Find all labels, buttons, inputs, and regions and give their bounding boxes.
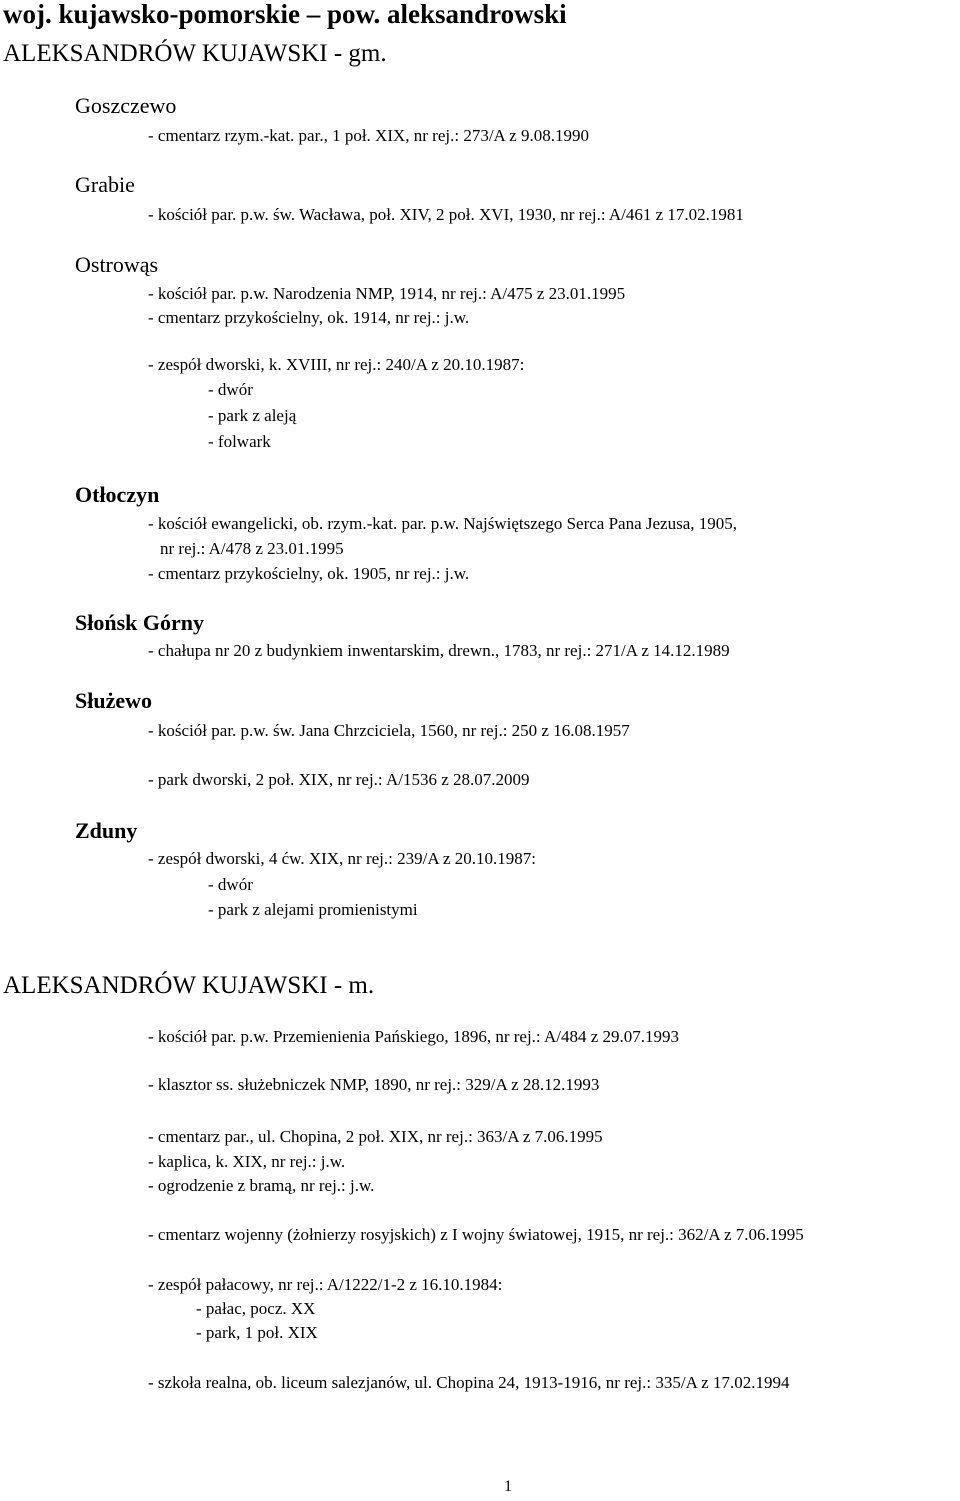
monument-sub-entry: - park z alejami promienistymi bbox=[208, 900, 418, 919]
monument-entry: - chałupa nr 20 z budynkiem inwentarskim, drewn., 1783, nr rej.: 271/A z 14.12.1989 bbox=[148, 641, 730, 660]
monument-entry: - cmentarz przykościelny, ok. 1914, nr rej.: j.w. bbox=[148, 308, 470, 327]
monument-entry: - kościół par. p.w. św. Wacława, poł. XIV, 2 poł. XVI, 1930, nr rej.: A/461 z 17.02.1981 bbox=[148, 205, 744, 224]
monument-entry: - ogrodzenie z bramą, nr rej.: j.w. bbox=[148, 1176, 375, 1195]
page-number: 1 bbox=[504, 1478, 512, 1495]
monument-entry: - cmentarz rzym.-kat. par., 1 poł. XIX, nr rej.: 273/A z 9.08.1990 bbox=[148, 126, 589, 145]
monument-entry: - kościół ewangelicki, ob. rzym.-kat. par. p.w. Najświętszego Serca Pana Jezusa, 1905, bbox=[148, 514, 737, 533]
locality-otloczyn: Otłoczyn bbox=[75, 482, 160, 507]
monument-entry: - kościół par. p.w. św. Jana Chrzciciela, 1560, nr rej.: 250 z 16.08.1957 bbox=[148, 721, 630, 740]
locality-grabie: Grabie bbox=[75, 172, 135, 197]
monument-sub-entry: - dwór bbox=[208, 875, 253, 894]
monument-sub-entry: - pałac, pocz. XX bbox=[196, 1299, 316, 1318]
locality-slonsk-gorny: Słońsk Górny bbox=[75, 610, 204, 635]
monument-entry: - cmentarz przykościelny, ok. 1905, nr rej.: j.w. bbox=[148, 564, 470, 583]
monument-sub-entry: - folwark bbox=[208, 432, 271, 451]
monument-entry: - zespół dworski, 4 ćw. XIX, nr rej.: 239/A z 20.10.1987: bbox=[148, 849, 536, 868]
region-title: woj. kujawsko-pomorskie – pow. aleksandrowski bbox=[3, 0, 567, 29]
monument-sub-entry: - dwór bbox=[208, 380, 253, 399]
monument-entry: - cmentarz wojenny (żołnierzy rosyjskich) z I wojny światowej, 1915, nr rej.: 362/A z 7.06.1995 bbox=[148, 1225, 804, 1244]
monument-entry: - zespół dworski, k. XVIII, nr rej.: 240/A z 20.10.1987: bbox=[148, 355, 525, 374]
town-title: ALEKSANDRÓW KUJAWSKI - m. bbox=[3, 972, 375, 999]
locality-zduny: Zduny bbox=[75, 818, 138, 843]
monument-entry-continued: nr rej.: A/478 z 23.01.1995 bbox=[160, 539, 344, 558]
locality-goszczewo: Goszczewo bbox=[75, 93, 177, 118]
monument-entry: - szkoła realna, ob. liceum salezjanów, ul. Chopina 24, 1913-1916, nr rej.: 335/A z 17.02.1994 bbox=[148, 1373, 790, 1392]
monument-entry: - kościół par. p.w. Narodzenia NMP, 1914, nr rej.: A/475 z 23.01.1995 bbox=[148, 284, 626, 303]
monument-entry: - cmentarz par., ul. Chopina, 2 poł. XIX, nr rej.: 363/A z 7.06.1995 bbox=[148, 1127, 603, 1146]
locality-ostrowas: Ostrowąs bbox=[75, 252, 159, 277]
monument-entry: - klasztor ss. służebniczek NMP, 1890, nr rej.: 329/A z 28.12.1993 bbox=[148, 1075, 600, 1094]
monument-entry: - kościół par. p.w. Przemienienia Pańskiego, 1896, nr rej.: A/484 z 29.07.1993 bbox=[148, 1027, 680, 1046]
gmina-title: ALEKSANDRÓW KUJAWSKI - gm. bbox=[3, 40, 387, 67]
monument-entry: - zespół pałacowy, nr rej.: A/1222/1-2 z 16.10.1984: bbox=[148, 1275, 503, 1294]
monument-entry: - park dworski, 2 poł. XIX, nr rej.: A/1536 z 28.07.2009 bbox=[148, 770, 530, 789]
monument-entry: - kaplica, k. XIX, nr rej.: j.w. bbox=[148, 1152, 346, 1171]
monument-sub-entry: - park, 1 poł. XIX bbox=[196, 1323, 318, 1342]
locality-sluzewo: Służewo bbox=[75, 688, 152, 713]
monument-sub-entry: - park z aleją bbox=[208, 406, 297, 425]
